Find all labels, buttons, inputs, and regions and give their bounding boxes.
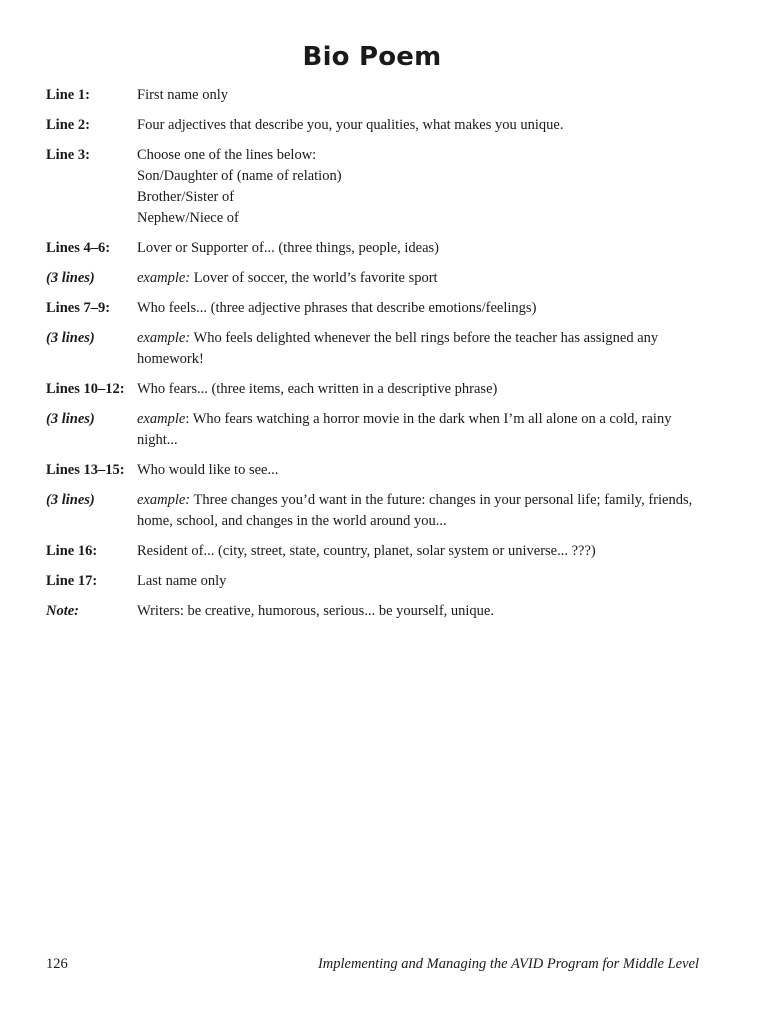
note-label: Note: — [46, 603, 80, 619]
row-label: Line 3: — [46, 147, 90, 163]
row-line: Who would like to see... — [137, 462, 279, 478]
instruction-row — [46, 460, 706, 481]
instruction-row — [46, 379, 706, 400]
instruction-row — [46, 115, 706, 136]
instruction-row — [46, 145, 706, 229]
row-text — [137, 298, 706, 319]
example-marker: example: — [137, 330, 191, 346]
row-text — [137, 379, 706, 400]
note-row — [46, 601, 706, 622]
example-row — [46, 490, 706, 532]
row-text — [137, 601, 706, 622]
row-line: Brother/Sister of — [137, 189, 235, 205]
row-line: Who feels... (three adjective phrases that describe emotions/feelings) — [137, 300, 537, 316]
instruction-row — [46, 298, 706, 319]
row-label: (3 lines) — [46, 411, 95, 427]
example-row — [46, 328, 706, 370]
row-label: (3 lines) — [46, 492, 95, 508]
running-footer-title: Implementing and Managing the AVID Program for Middle Level — [317, 956, 699, 972]
row-text — [137, 85, 706, 106]
poem-instructions — [46, 85, 706, 631]
row-text — [137, 571, 706, 592]
row-text — [137, 541, 706, 562]
row-text — [137, 268, 706, 289]
row-label: Line 1: — [46, 87, 90, 103]
row-text — [137, 115, 706, 136]
instruction-row — [46, 238, 706, 259]
example-row — [46, 268, 706, 289]
example-text: : Who fears watching a horror movie in the dark when I’m all alone on a cold, rainy night... — [137, 411, 672, 448]
instruction-row — [46, 571, 706, 592]
row-text — [137, 460, 706, 481]
row-line: Resident of... (city, street, state, country, planet, solar system or universe... ???) — [137, 543, 596, 559]
row-line: Choose one of the lines below: — [137, 147, 317, 163]
row-line: Son/Daughter of (name of relation) — [137, 168, 342, 184]
example-marker: example: — [137, 270, 191, 286]
row-text — [137, 328, 706, 370]
row-label: (3 lines) — [46, 270, 95, 286]
row-label: Lines 13–15: — [46, 462, 125, 478]
example-text: Three changes you’d want in the future: changes in your personal life; family, friends, home, school, and changes in the world around you... — [137, 492, 693, 529]
row-line: Writers: be creative, humorous, serious... be yourself, unique. — [137, 603, 494, 619]
example-marker: example — [137, 411, 186, 427]
row-label: Lines 7–9: — [46, 300, 111, 316]
row-label: Line 17: — [46, 573, 98, 589]
page-title: Bio Poem — [302, 42, 442, 72]
row-line: Nephew/Niece of — [137, 210, 239, 226]
row-label: (3 lines) — [46, 330, 95, 346]
row-label: Lines 4–6: — [46, 240, 111, 256]
page-number: 126 — [46, 956, 68, 972]
row-text — [137, 145, 706, 229]
row-line: First name only — [137, 87, 229, 103]
instruction-row — [46, 85, 706, 106]
example-marker: example: — [137, 492, 191, 508]
example-row — [46, 409, 706, 451]
row-line: Who fears... (three items, each written in a descriptive phrase) — [137, 381, 498, 397]
example-text: Lover of soccer, the world’s favorite sport — [190, 270, 438, 286]
row-text — [137, 238, 706, 259]
row-line: Last name only — [137, 573, 227, 589]
row-text — [137, 409, 706, 451]
row-line: Four adjectives that describe you, your qualities, what makes you unique. — [137, 117, 564, 133]
row-label: Lines 10–12: — [46, 381, 125, 397]
example-text: Who feels delighted whenever the bell rings before the teacher has assigned any homework! — [137, 330, 659, 367]
row-text — [137, 490, 706, 532]
row-line: Lover or Supporter of... (three things, people, ideas) — [137, 240, 439, 256]
instruction-row — [46, 541, 706, 562]
row-label: Line 2: — [46, 117, 90, 133]
row-label: Line 16: — [46, 543, 98, 559]
